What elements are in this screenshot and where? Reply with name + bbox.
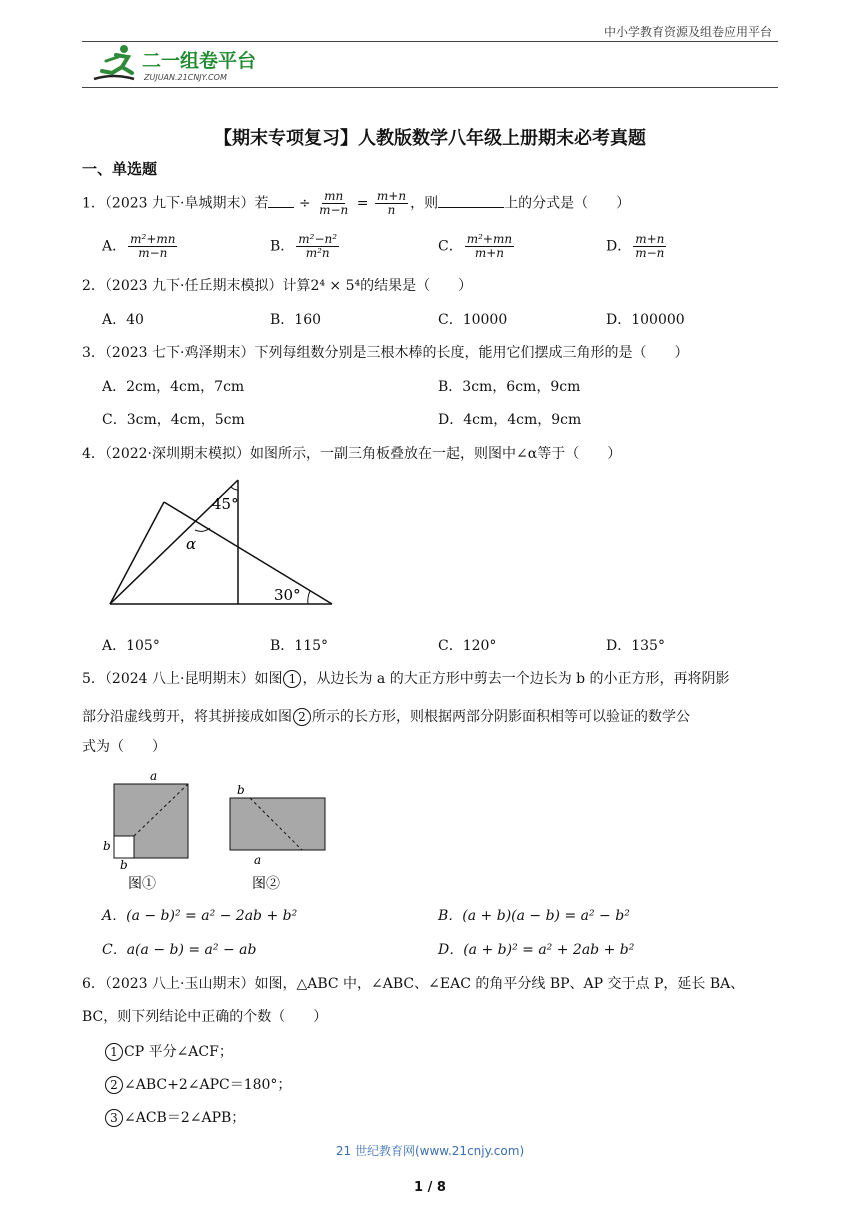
option-a[interactable]: A．2cm，4cm，7cm: [102, 379, 245, 395]
question-number: 6．: [82, 976, 105, 992]
triangle-figure: [100, 472, 340, 612]
option-a[interactable]: A． $\frac{\text{m²+mn}}{m-n}$: [102, 232, 176, 260]
option-c[interactable]: C．10000: [438, 312, 508, 328]
question-text: 若: [254, 195, 269, 212]
circled-number: 1: [283, 670, 301, 688]
side-b-label: b: [103, 839, 111, 853]
question-number: 1．: [82, 195, 105, 212]
question-2: [82, 276, 472, 296]
statement-item: 2 ∠ABC+2∠APC＝180°；: [104, 1075, 291, 1095]
option-a[interactable]: A．105°: [102, 638, 160, 654]
section-heading: 一、单选题: [82, 160, 158, 178]
angle-45-label: 45°: [212, 495, 239, 513]
question-6: 6．（2023 八上·玉山期末）如图，△ABC 中，∠ABC、∠EAC 的角平分线 BP、AP 交于点 P，延长 BA、: [82, 976, 745, 992]
square-figures: [100, 768, 340, 896]
fraction: $\frac{mn}{m-n}$: [319, 189, 349, 217]
option-d[interactable]: D．4cm，4cm，9cm: [438, 412, 582, 428]
question-source: （2022·深圳期末模拟）: [104, 446, 251, 462]
question-text: ，则: [410, 195, 439, 212]
option-c[interactable]: C．3cm，4cm，5cm: [102, 412, 245, 428]
question-5: 5．（2024 八上·昆明期末）如图 1 ，从边长为 a 的大正方形中剪去一个边长为 b 的小正方形，再将阴影: [82, 671, 730, 687]
question-6-line2: BC，则下列结论中正确的个数（ ）: [82, 1009, 328, 1025]
page-title: 【期末专项复习】人教版数学八年级上册期末必考真题: [214, 128, 646, 149]
question-text: 下列每组数分别是三根木棒的长度，能用它们摆成三角形的是（ ）: [254, 345, 689, 361]
fraction: $\frac{m+n}{n}$: [376, 189, 407, 217]
question-source: （2023 九下·任丘期末模拟）: [104, 278, 283, 294]
option-d[interactable]: D． $\frac{m+n}{m-n}$: [606, 232, 665, 260]
page-number: 1 / 8: [414, 1180, 446, 1195]
option-c[interactable]: C．120°: [438, 638, 497, 654]
question-number: 4．: [82, 446, 105, 462]
option-b[interactable]: B．115°: [270, 638, 329, 654]
option-d[interactable]: D．135°: [606, 638, 665, 654]
question-1: [82, 190, 630, 217]
option-d[interactable]: D．(a + b)² = a² + 2ab + b²: [438, 942, 635, 958]
equals-sign: =: [356, 195, 369, 212]
option-a[interactable]: A．40: [102, 312, 144, 328]
question-source: （2023 七下·鸡泽期末）: [104, 345, 255, 361]
question-text: 上的分式是（ ）: [504, 195, 631, 212]
question-number: 2．: [82, 278, 105, 294]
platform-name: 中小学教育资源及组卷应用平台: [603, 25, 772, 39]
question-source: （2024 八上·昆明期末）: [104, 671, 255, 687]
statement-item: 3 ∠ACB＝2∠APB；: [104, 1108, 245, 1128]
question-5-line3: 式为（ ）: [82, 739, 166, 755]
question-text: 如图所示，一副三角板叠放在一起，则图中∠α等于（ ）: [250, 446, 622, 462]
question-number: 3．: [82, 345, 105, 361]
option-b[interactable]: B．(a + b)(a − b) = a² − b²: [438, 908, 630, 924]
logo-text: 二一组卷平台: [142, 50, 257, 72]
header-rule-top: [82, 41, 778, 42]
question-3: [82, 343, 688, 363]
question-number: 5．: [82, 671, 105, 687]
question-source: （2023 九下·阜城期末）: [104, 195, 255, 212]
site-logo: [88, 43, 278, 85]
side-b-label: b: [237, 783, 245, 797]
angle-alpha-label: α: [186, 535, 197, 553]
runner-logo-icon: [88, 43, 278, 85]
answer-blank: [438, 207, 504, 208]
option-c[interactable]: C． $\frac{\text{m²+mn}}{m+n}$: [438, 232, 513, 260]
figure-2-caption: 图②: [252, 876, 280, 892]
header-rule-bottom: [82, 87, 778, 88]
side-b-label: b: [120, 858, 128, 872]
footer-link[interactable]: 21 世纪教育网(www.21cnjy.com): [335, 1144, 525, 1158]
question-5-line2: 部分沿虚线剪开，将其拼接成如图 2 所示的长方形，则根据两部分阴影面积相等可以验证的数学公: [82, 709, 690, 725]
option-b[interactable]: B．3cm，6cm，9cm: [438, 379, 581, 395]
side-a-label: a: [150, 769, 158, 783]
option-c[interactable]: C．a(a − b) = a² − ab: [102, 942, 257, 958]
option-d[interactable]: D．100000: [606, 312, 685, 328]
option-b[interactable]: B． $\frac{\text{m²−n²}}{\text{m²n}}$: [270, 232, 338, 260]
logo-subtext: ZUJUAN.21CNJY.COM: [144, 73, 227, 82]
answer-blank: [268, 207, 294, 208]
question-4: [82, 444, 621, 464]
angle-30-label: 30°: [274, 586, 301, 604]
option-a[interactable]: A．(a − b)² = a² − 2ab + b²: [102, 908, 298, 924]
question-source: （2023 八上·玉山期末）: [104, 976, 255, 992]
question-text: 计算2⁴ × 5⁴的结果是（ ）: [282, 278, 473, 294]
side-a-label: a: [254, 853, 262, 867]
figure-1-caption: 图①: [128, 876, 156, 892]
option-b[interactable]: B．160: [270, 312, 322, 328]
divide-sign: ÷: [298, 195, 311, 212]
statement-item: 1 CP 平分∠ACF；: [104, 1042, 233, 1062]
circled-number: 2: [293, 708, 311, 726]
